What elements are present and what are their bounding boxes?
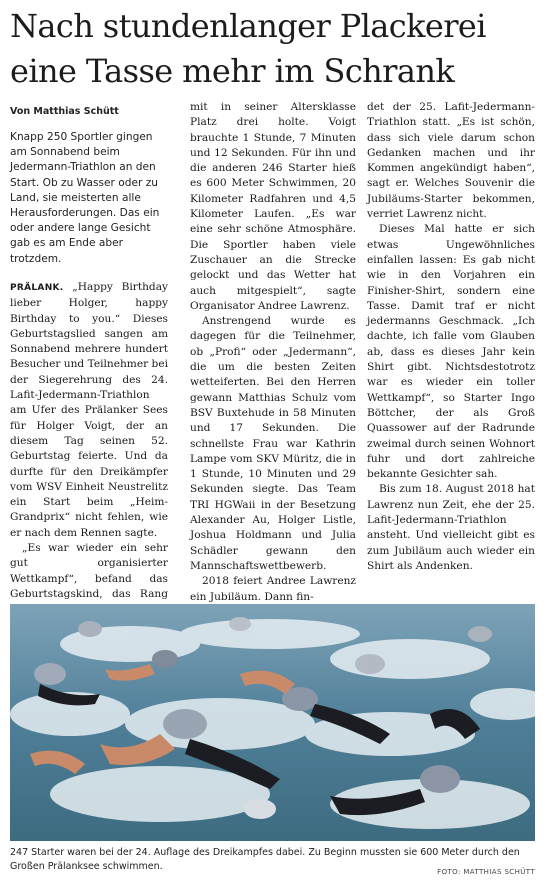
article-column-2 (190, 100, 356, 605)
paragraph-text: „Happy Birthday lieber Holger, happy Birthday to you.“ Dieses Geburtstagslied sangen am Sonnabend mehrere hundert Besucher und Teilnehmer bei der Siegerehrung des 24. Lafit-Jedermann-Triathlon am Ufer des Prälanker Sees für Holger Voigt, der an diesem Tag seinen 52. Geburtstag feierte. Und da durfte für den Dreikämpfer vom WSV Einheit Neustrelitz ein Start beim „Heim-Grandprix“ nicht fehlen, wie er nach dem Rennen sagte. (10, 281, 169, 539)
teaser-text: Knapp 250 Sportler gingen am Sonnabend beim Jedermann-Triathlon an den Start. Ob zu Wasser oder zu Land, sie meisterten alle Herausforderungen. Das ein oder andere lange Gesicht gab es am Ende aber trotzdem. (10, 131, 160, 265)
article-column-3 (367, 100, 535, 574)
teaser (10, 130, 168, 267)
paragraph (10, 280, 168, 541)
paragraph: mit in seiner Altersklasse Platz drei holte. Voigt brauchte 1 Stunde, 7 Minuten und 12 Sekunden. Für ihn und die anderen 246 Starter hieß es 600 Meter Schwimmen, 20 Kilometer Radfahren und 4,5 Kilometer Laufen. „Es war eine sehr schöne Atmosphäre. Die Sportler haben viele Zuschauer an die Strecke gelockt und das Wetter hat auch mitgespielt“, sagte Organisator Andree Lawrenz. (190, 101, 356, 312)
paragraph: det der 25. Lafit-Jedermann-Triathlon statt. „Es ist schön, dass sich viele darum schon Gedanken machen und ihr Kommen angekündigt haben“, sagt er. Welches Souvenir die Jubiläums-Starter bekommen, verriet Lawrenz nicht. (367, 101, 535, 221)
paragraph: 2018 feiert Andree Lawrenz ein Jubiläum. Dann fin- (190, 575, 356, 603)
dateline: PRÄLANK. (10, 283, 64, 293)
headline: Nach stundenlanger Plackerei eine Tasse mehr im Schrank (10, 7, 486, 90)
paragraph: Bis zum 18. August 2018 hat Lawrenz nun Zeit, ehe der 25. Lafit-Jedermann-Triathlon ansteht. Und vielleicht gibt es zum Jubiläum auch wieder ein Shirt als Andenken. (367, 483, 535, 572)
swimmers-illustration (10, 604, 535, 841)
paragraph: Dieses Mal hatte er sich etwas Ungewöhnliches einfallen lassen: Es gab nicht wie in den Vorjahren ein Finisher-Shirt, sondern eine Tasse. Damit traf er nicht jedermanns Geschmack. „Ich dachte, ich falle vom Glauben ab, dass es dieses Jahr kein Shirt gibt. Nichtsdestotrotz war es wieder ein toller Wettkampf“, so Starter Ingo Böttcher, der als Groß Quassower auf der Radrunde zweimal durch seinen Wohnort fuhr und dort zahlreiche bekannte Gesichter sah. (367, 223, 535, 481)
article-column-1 (10, 280, 168, 618)
byline: Von Matthias Schütt (10, 106, 119, 117)
swimmers-photo (10, 604, 535, 841)
paragraph: Anstrengend wurde es dagegen für die Teilnehmer, ob „Profi“ oder „Jedermann“, die um die besten Zeiten wetteiferten. Bei den Herren gewann Matthias Schulz vom BSV Buxtehude in 58 Minuten und 17 Sekunden. Die schnellste Frau war Kathrin Lampe vom SKV Müritz, die in 1 Stunde, 10 Minuten und 29 Sekunden siegte. Das Team TRI HGWaii in der Besetzung Alexander Au, Holger Listle, Joshua Holdmann und Julia Schädler gewann den Mannschaftswettbewerb. (190, 315, 356, 572)
photo-credit: FOTO: MATTHIAS SCHÜTT (437, 868, 535, 876)
photo-caption: 247 Starter waren bei der 24. Auflage des Dreikampfes dabei. Zu Beginn mussten sie 600 Meter durch den Großen Prälanksee schwimmen. (10, 847, 520, 872)
paragraph: „Es war wieder ein sehr gut organisierter Wettkampf“, befand das Geburtstagskind, das Rang (10, 542, 168, 600)
